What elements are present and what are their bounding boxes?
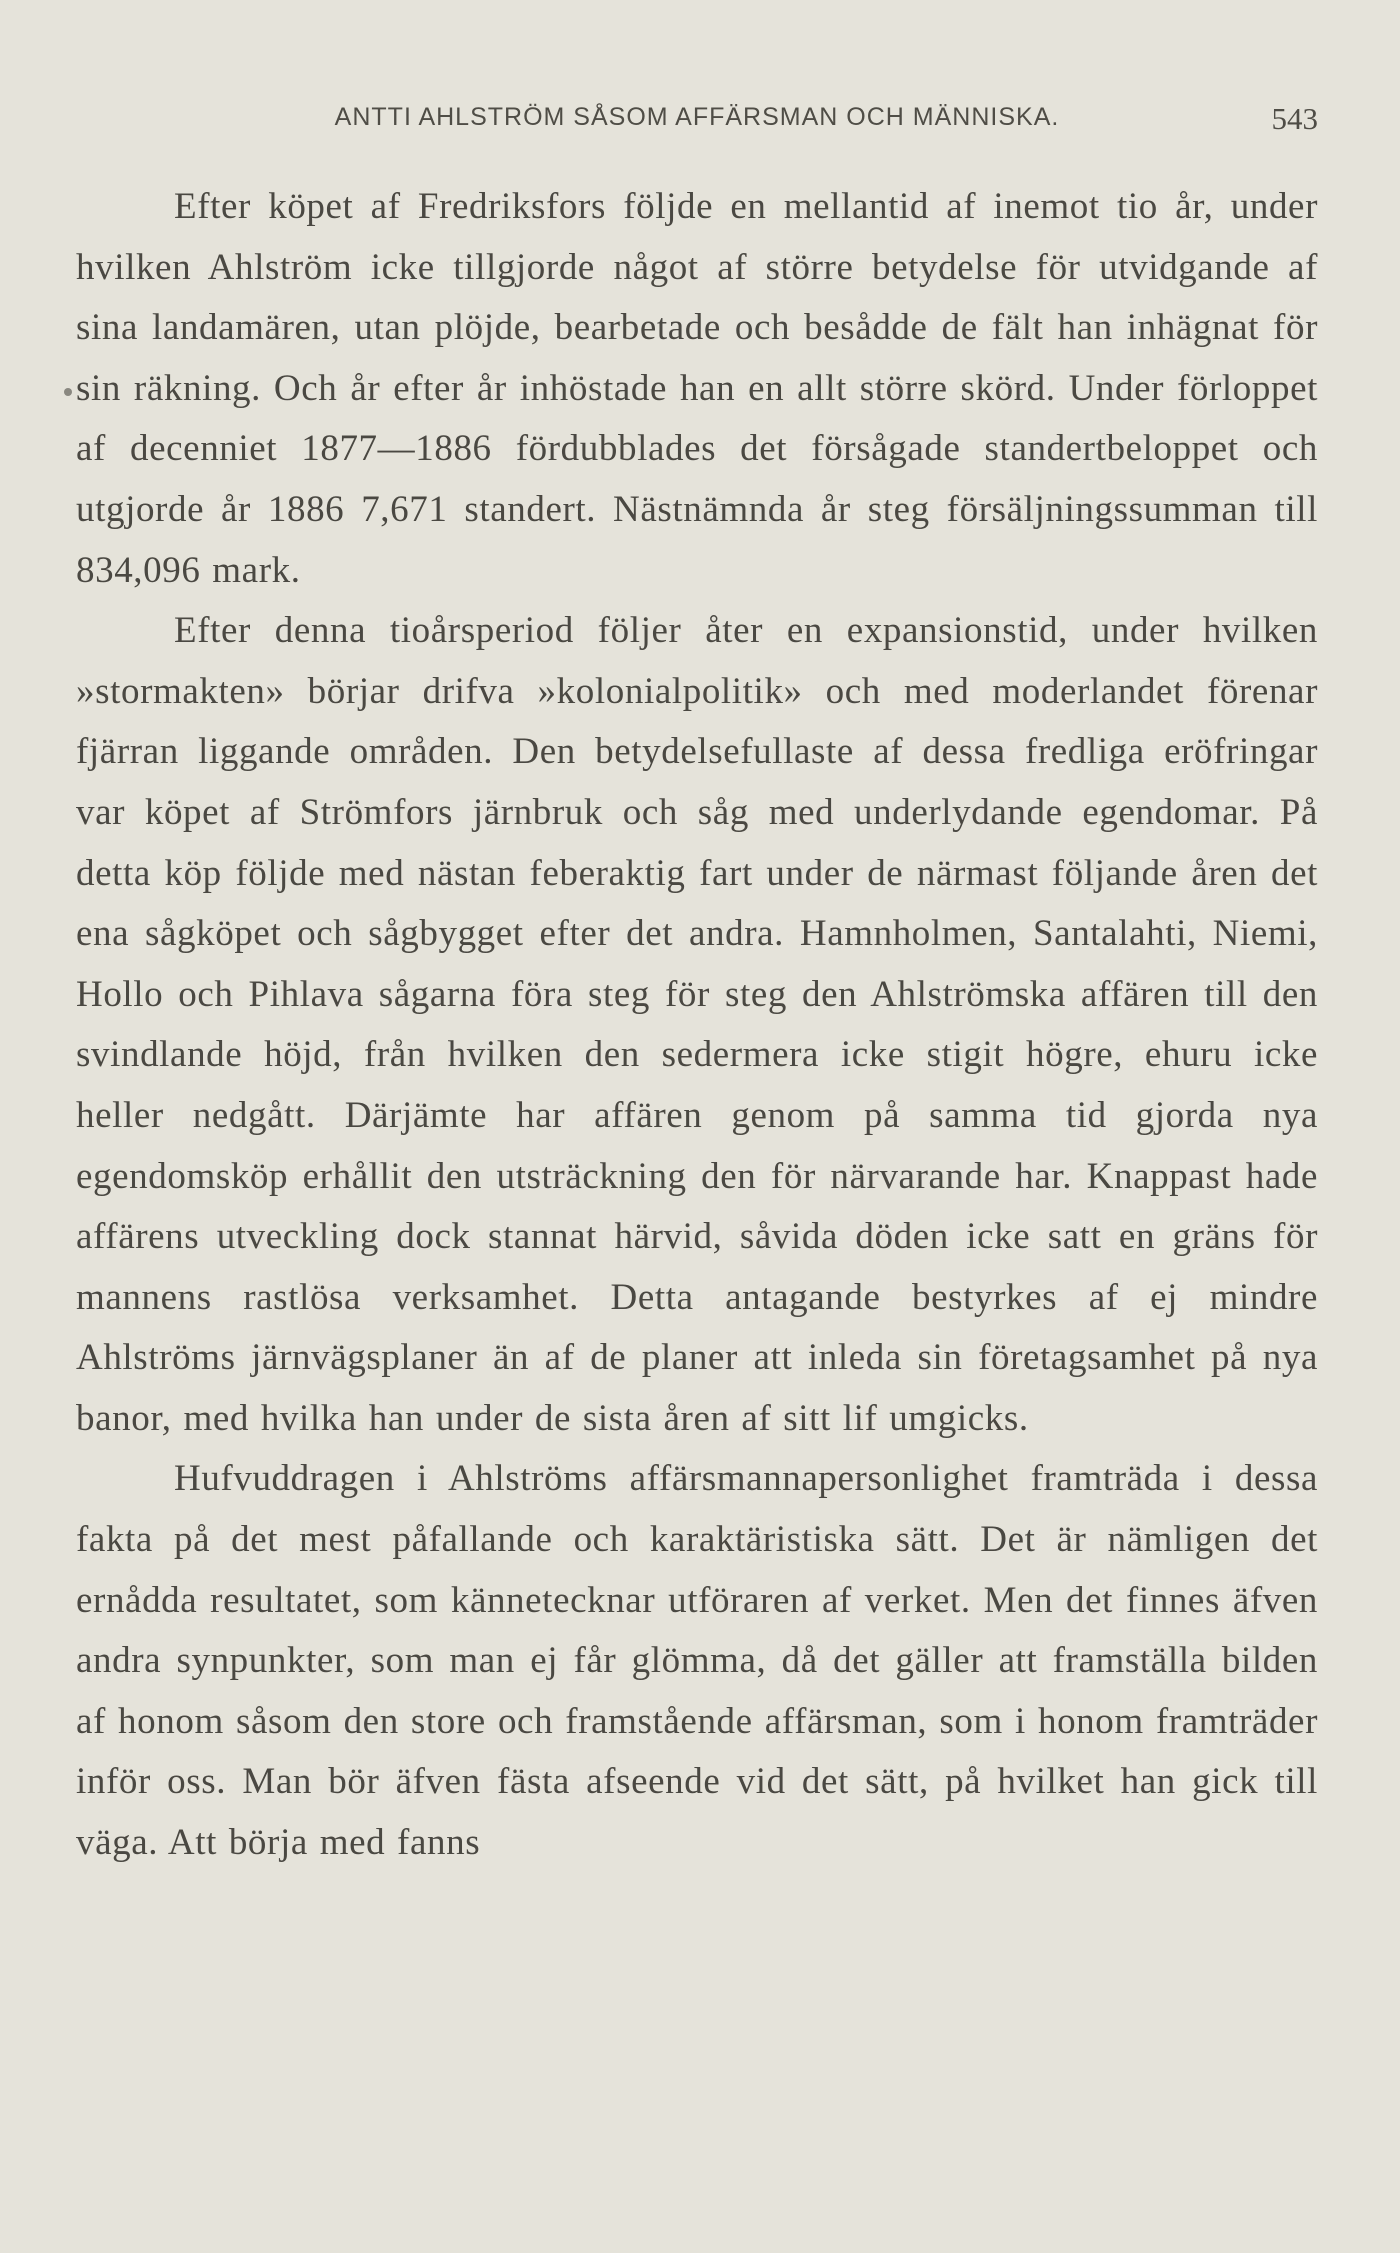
paragraph-3: Hufvuddragen i Ahlströms affärsmannapersonlighet framträda i dessa fakta på det mest påfallande och karaktäristiska sätt. Det är nämligen det ernådda resultatet, som kännetecknar utföraren af verket. Men det finnes äfven andra synpunkter, som man ej får glömma, då det gäller att framställa bilden af honom såsom den store och framstående affärsman, som i honom framträder inför oss. Man bör äfven fästa afseende vid det sätt, på hvilket han gick till väga. Att börja med fanns [76,1458,1318,1864]
running-title: ANTTI AHLSTRÖM SÅSOM AFFÄRSMAN OCH MÄNNISKA. [334,103,1060,131]
margin-dot-mark [64,388,72,396]
body-text [76,177,1318,1874]
page-number: 543 [1271,101,1318,136]
paragraph-2: Efter denna tioårsperiod följer åter en expansionstid, under hvilken »stormakten» börjar drifva »kolonialpolitik» och med moderlandet förenar fjärran liggande områden. Den betydelsefullaste af dessa fredliga eröfringar var köpet af Strömfors järnbruk och såg med underlydande egendomar. På detta köp följde med nästan feberaktig fart under de närmast följande åren det ena sågköpet och sågbygget efter det andra. Hamnholmen, Santalahti, Niemi, Hollo och Pihlava sågarna föra steg för steg den Ahlströmska affären till den svindlande höjd, från hvilken den sedermera icke stigit högre, ehuru icke heller nedgått. Därjämte har affären genom på samma tid gjorda nya egendomsköp erhållit den utsträckning den för närvarande har. Knappast hade affärens utveckling dock stannat härvid, såvida döden icke satt en gräns för mannens rastlösa verksamhet. Detta antagande bestyrkes af ej mindre Ahlströms järnvägsplaner än af de planer att inleda sin företagsamhet på nya banor, med hvilka han under de sista åren af sitt lif umgicks. [76,610,1318,1439]
paragraph-1: Efter köpet af Fredriksfors följde en mellantid af inemot tio år, under hvilken Ahlström icke tillgjorde något af större betydelse för utvidgande af sina landamären, utan plöjde, bearbetade och besådde de fält han inhägnat för sin räkning. Och år efter år inhöstade han en allt större skörd. Under förloppet af decenniet 1877—1886 fördubblades det försågade standertbeloppet och utgjorde år 1886 7,671 standert. Nästnämnda år steg försäljningssumman till 834,096 mark. [76,186,1318,591]
running-header [76,95,1318,155]
